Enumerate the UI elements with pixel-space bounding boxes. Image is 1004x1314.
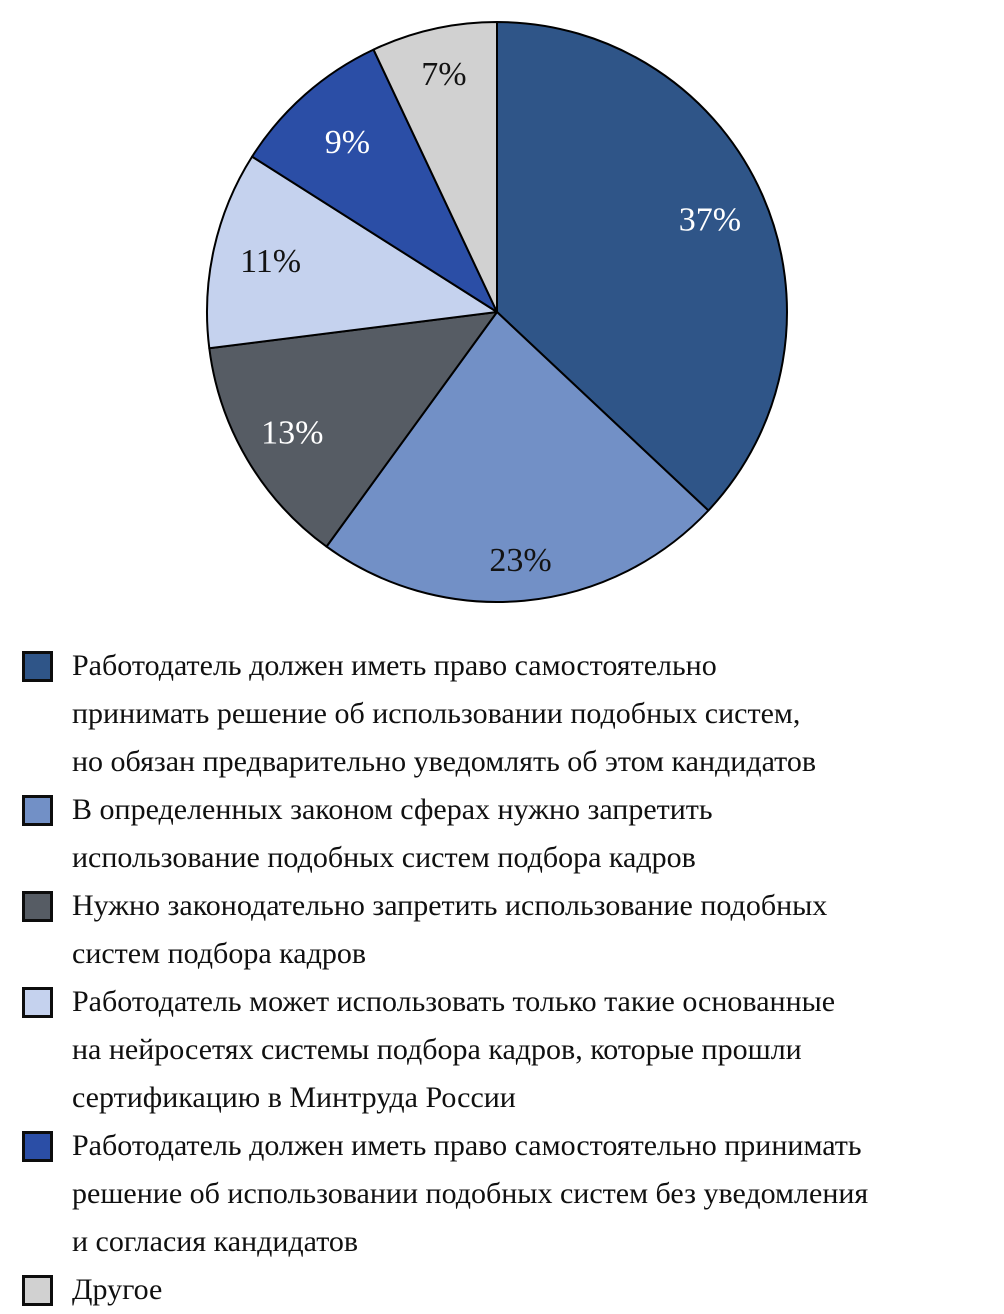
pie-slice-percent-label: 9% [324,123,371,161]
legend-label-line: но обязан предварительно уведомлять об этом кандидатов [72,745,817,778]
pie-chart [0,0,1004,640]
legend-swatch [22,891,53,922]
legend-label-line: использование подобных систем подбора кадров [72,841,696,874]
legend-item [22,1122,986,1266]
legend-label-line: систем подбора кадров [72,937,366,970]
pie-slice-percent-label: 11% [240,242,302,280]
pie-slice-percent-label: 23% [489,541,552,579]
legend-swatch [22,795,53,826]
legend-label-line: и согласия кандидатов [72,1225,359,1258]
chart-legend [0,640,1004,1314]
pie-slice-percent-label: 7% [421,55,467,93]
legend-label-line: Другое [72,1273,163,1306]
legend-label [72,1266,986,1314]
pie-slice-percent-label: 37% [678,201,742,239]
legend-label-line: Работодатель может использовать только такие основанные [72,985,836,1018]
legend-label-line: на нейросетях системы подбора кадров, которые прошли [72,1033,802,1066]
legend-item [22,642,986,786]
legend-item [22,1266,986,1314]
legend-label-line: Нужно законодательно запретить использование подобных [72,889,828,922]
legend-label [72,786,986,882]
legend-label-line: Работодатель должен иметь право самостоятельно принимать [72,1129,862,1162]
legend-item [22,978,986,1122]
legend-item [22,882,986,978]
legend-label-line: В определенных законом сферах нужно запретить [72,793,713,826]
legend-label [72,882,986,978]
legend-label [72,1122,986,1266]
legend-swatch [22,1275,53,1306]
legend-label-line: Работодатель должен иметь право самостоятельно [72,649,717,682]
legend-swatch [22,651,53,682]
legend-label-line: принимать решение об использовании подобных систем, [72,697,801,730]
legend-swatch [22,1131,53,1162]
legend-label-line: решение об использовании подобных систем без уведомления [72,1177,869,1210]
legend-item [22,786,986,882]
legend-label [72,978,986,1122]
pie-slice-percent-label: 13% [261,414,324,452]
legend-label [72,642,986,786]
legend-label-line: сертификацию в Минтруда России [72,1081,516,1114]
legend-swatch [22,987,53,1018]
